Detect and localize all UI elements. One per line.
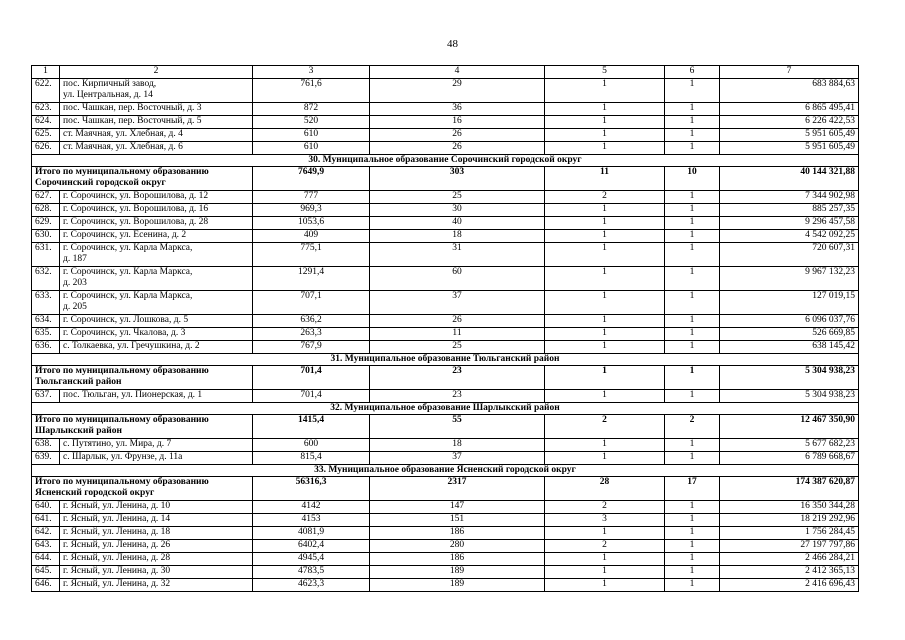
row-number: 632. bbox=[32, 267, 60, 291]
address: с. Толкаевка, ул. Гречушкина, д. 2 bbox=[60, 341, 253, 354]
address: г. Ясный, ул. Ленина, д. 30 bbox=[60, 566, 253, 579]
total-label: Итого по муниципальному образованию Шарлыкский район bbox=[32, 415, 253, 439]
area-value: 600 bbox=[253, 439, 370, 452]
row-number: 629. bbox=[32, 217, 60, 230]
table-row bbox=[32, 129, 859, 142]
count-value: 1 bbox=[665, 116, 720, 129]
address: г. Ясный, ул. Ленина, д. 10 bbox=[60, 501, 253, 514]
row-number: 634. bbox=[32, 315, 60, 328]
cost-value: 16 350 344,28 bbox=[720, 501, 859, 514]
area-value: 707,1 bbox=[253, 291, 370, 315]
count-value: 1 bbox=[545, 217, 665, 230]
cost-value: 526 669,85 bbox=[720, 328, 859, 341]
cost-value: 6 789 668,67 bbox=[720, 452, 859, 465]
section-heading-row bbox=[32, 354, 859, 366]
cost-value: 1 756 284,45 bbox=[720, 527, 859, 540]
residents-value: 31 bbox=[370, 243, 545, 267]
cost-value: 27 197 797,86 bbox=[720, 540, 859, 553]
residents-value: 147 bbox=[370, 501, 545, 514]
count-value: 1 bbox=[665, 439, 720, 452]
cost-value: 2 466 284,21 bbox=[720, 553, 859, 566]
column-number-row bbox=[32, 66, 859, 79]
count-value: 2 bbox=[545, 540, 665, 553]
page-number: 48 bbox=[447, 38, 458, 50]
row-number: 626. bbox=[32, 142, 60, 155]
count-value: 1 bbox=[665, 191, 720, 204]
table-row bbox=[32, 230, 859, 243]
residents-value: 40 bbox=[370, 217, 545, 230]
total-value: 5 304 938,23 bbox=[720, 366, 859, 390]
cost-value: 5 677 682,23 bbox=[720, 439, 859, 452]
count-value: 1 bbox=[545, 230, 665, 243]
row-number: 633. bbox=[32, 291, 60, 315]
area-value: 1291,4 bbox=[253, 267, 370, 291]
count-value: 1 bbox=[545, 116, 665, 129]
cost-value: 5 304 938,23 bbox=[720, 390, 859, 403]
total-label: Итого по муниципальному образованию Ясненский городской округ bbox=[32, 477, 253, 501]
section-heading-row bbox=[32, 155, 859, 167]
count-value: 1 bbox=[665, 204, 720, 217]
residents-value: 280 bbox=[370, 540, 545, 553]
count-value: 1 bbox=[665, 566, 720, 579]
count-value: 1 bbox=[545, 527, 665, 540]
cost-value: 5 951 605,49 bbox=[720, 129, 859, 142]
area-value: 409 bbox=[253, 230, 370, 243]
count-value: 1 bbox=[545, 452, 665, 465]
count-value: 3 bbox=[545, 514, 665, 527]
total-value: 1415,4 bbox=[253, 415, 370, 439]
total-value: 7649,9 bbox=[253, 167, 370, 191]
row-number: 646. bbox=[32, 579, 60, 592]
residents-value: 25 bbox=[370, 341, 545, 354]
count-value: 1 bbox=[665, 540, 720, 553]
cost-value: 5 951 605,49 bbox=[720, 142, 859, 155]
total-value: 12 467 350,90 bbox=[720, 415, 859, 439]
address: г. Ясный, ул. Ленина, д. 18 bbox=[60, 527, 253, 540]
table-row bbox=[32, 267, 859, 291]
count-value: 1 bbox=[665, 579, 720, 592]
section-title: 30. Муниципальное образование Сорочинский городской округ bbox=[32, 155, 859, 167]
section-heading-row bbox=[32, 403, 859, 415]
residents-value: 26 bbox=[370, 315, 545, 328]
cost-value: 720 607,31 bbox=[720, 243, 859, 267]
count-value: 1 bbox=[665, 553, 720, 566]
row-number: 641. bbox=[32, 514, 60, 527]
residents-value: 26 bbox=[370, 129, 545, 142]
residents-value: 18 bbox=[370, 230, 545, 243]
row-number: 640. bbox=[32, 501, 60, 514]
cost-value: 9 296 457,58 bbox=[720, 217, 859, 230]
column-number: 7 bbox=[720, 66, 859, 79]
count-value: 1 bbox=[545, 79, 665, 103]
area-value: 761,6 bbox=[253, 79, 370, 103]
address: г. Сорочинск, ул. Карла Маркса, д. 203 bbox=[60, 267, 253, 291]
total-value: 55 bbox=[370, 415, 545, 439]
residents-value: 189 bbox=[370, 579, 545, 592]
table-row bbox=[32, 328, 859, 341]
cost-value: 2 412 365,13 bbox=[720, 566, 859, 579]
table-row bbox=[32, 501, 859, 514]
total-value: 28 bbox=[545, 477, 665, 501]
total-value: 56316,3 bbox=[253, 477, 370, 501]
address: пос. Чашкан, пер. Восточный, д. 3 bbox=[60, 103, 253, 116]
count-value: 1 bbox=[665, 79, 720, 103]
count-value: 1 bbox=[665, 452, 720, 465]
total-value: 23 bbox=[370, 366, 545, 390]
residents-value: 18 bbox=[370, 439, 545, 452]
column-number: 3 bbox=[253, 66, 370, 79]
count-value: 1 bbox=[665, 142, 720, 155]
table-row bbox=[32, 291, 859, 315]
count-value: 1 bbox=[545, 328, 665, 341]
count-value: 1 bbox=[665, 103, 720, 116]
row-number: 627. bbox=[32, 191, 60, 204]
address: пос. Чашкан, пер. Восточный, д. 5 bbox=[60, 116, 253, 129]
address: г. Сорочинск, ул. Чкалова, д. 3 bbox=[60, 328, 253, 341]
total-value: 10 bbox=[665, 167, 720, 191]
area-value: 701,4 bbox=[253, 390, 370, 403]
residents-value: 151 bbox=[370, 514, 545, 527]
row-number: 645. bbox=[32, 566, 60, 579]
address: с. Шарлык, ул. Фрунзе, д. 11а bbox=[60, 452, 253, 465]
count-value: 2 bbox=[545, 501, 665, 514]
total-row bbox=[32, 477, 859, 501]
total-value: 40 144 321,88 bbox=[720, 167, 859, 191]
table-row bbox=[32, 514, 859, 527]
total-value: 303 bbox=[370, 167, 545, 191]
total-value: 2317 bbox=[370, 477, 545, 501]
address: с. Путятино, ул. Мира, д. 7 bbox=[60, 439, 253, 452]
area-value: 636,2 bbox=[253, 315, 370, 328]
cost-value: 18 219 292,96 bbox=[720, 514, 859, 527]
count-value: 1 bbox=[665, 291, 720, 315]
area-value: 815,4 bbox=[253, 452, 370, 465]
cost-value: 2 416 696,43 bbox=[720, 579, 859, 592]
cost-value: 4 542 092,25 bbox=[720, 230, 859, 243]
row-number: 638. bbox=[32, 439, 60, 452]
column-number: 6 bbox=[665, 66, 720, 79]
total-value: 17 bbox=[665, 477, 720, 501]
address: г. Сорочинск, ул. Ворошилова, д. 12 bbox=[60, 191, 253, 204]
address: пос. Тюльган, ул. Пионерская, д. 1 bbox=[60, 390, 253, 403]
row-number: 625. bbox=[32, 129, 60, 142]
residents-value: 36 bbox=[370, 103, 545, 116]
count-value: 1 bbox=[545, 553, 665, 566]
table-row bbox=[32, 204, 859, 217]
total-label: Итого по муниципальному образованию Тюльганский район bbox=[32, 366, 253, 390]
address: ст. Маячная, ул. Хлебная, д. 6 bbox=[60, 142, 253, 155]
count-value: 1 bbox=[665, 341, 720, 354]
count-value: 1 bbox=[545, 439, 665, 452]
column-number: 5 bbox=[545, 66, 665, 79]
area-value: 1053,6 bbox=[253, 217, 370, 230]
area-value: 969,3 bbox=[253, 204, 370, 217]
address: г. Сорочинск, ул. Карла Маркса, д. 187 bbox=[60, 243, 253, 267]
residents-value: 11 bbox=[370, 328, 545, 341]
residents-value: 37 bbox=[370, 452, 545, 465]
row-number: 642. bbox=[32, 527, 60, 540]
table-row bbox=[32, 79, 859, 103]
residents-value: 189 bbox=[370, 566, 545, 579]
table-row bbox=[32, 390, 859, 403]
address: г. Сорочинск, ул. Карла Маркса, д. 205 bbox=[60, 291, 253, 315]
section-title: 32. Муниципальное образование Шарлыкский район bbox=[32, 403, 859, 415]
row-number: 643. bbox=[32, 540, 60, 553]
area-value: 767,9 bbox=[253, 341, 370, 354]
column-number: 2 bbox=[60, 66, 253, 79]
cost-value: 683 884,63 bbox=[720, 79, 859, 103]
total-value: 701,4 bbox=[253, 366, 370, 390]
area-value: 4081,9 bbox=[253, 527, 370, 540]
address: г. Ясный, ул. Ленина, д. 26 bbox=[60, 540, 253, 553]
row-number: 636. bbox=[32, 341, 60, 354]
address: г. Сорочинск, ул. Ворошилова, д. 16 bbox=[60, 204, 253, 217]
address: ст. Маячная, ул. Хлебная, д. 4 bbox=[60, 129, 253, 142]
residents-value: 29 bbox=[370, 79, 545, 103]
section-title: 31. Муниципальное образование Тюльганский район bbox=[32, 354, 859, 366]
table-row bbox=[32, 579, 859, 592]
area-value: 4142 bbox=[253, 501, 370, 514]
cost-value: 6 865 495,41 bbox=[720, 103, 859, 116]
total-label: Итого по муниципальному образованию Сорочинский городской округ bbox=[32, 167, 253, 191]
cost-value: 6 226 422,53 bbox=[720, 116, 859, 129]
table-row bbox=[32, 527, 859, 540]
row-number: 635. bbox=[32, 328, 60, 341]
row-number: 624. bbox=[32, 116, 60, 129]
table-row bbox=[32, 142, 859, 155]
row-number: 644. bbox=[32, 553, 60, 566]
count-value: 1 bbox=[545, 566, 665, 579]
table-row bbox=[32, 191, 859, 204]
total-value: 1 bbox=[545, 366, 665, 390]
total-row bbox=[32, 415, 859, 439]
row-number: 631. bbox=[32, 243, 60, 267]
address: пос. Кирпичный завод, ул. Центральная, д. 14 bbox=[60, 79, 253, 103]
table-row bbox=[32, 315, 859, 328]
residents-value: 30 bbox=[370, 204, 545, 217]
count-value: 1 bbox=[545, 579, 665, 592]
register-table bbox=[31, 65, 859, 592]
count-value: 1 bbox=[665, 315, 720, 328]
address: г. Сорочинск, ул. Ворошилова, д. 28 bbox=[60, 217, 253, 230]
count-value: 1 bbox=[545, 243, 665, 267]
residents-value: 26 bbox=[370, 142, 545, 155]
count-value: 1 bbox=[545, 291, 665, 315]
table-row bbox=[32, 103, 859, 116]
area-value: 6402,4 bbox=[253, 540, 370, 553]
count-value: 1 bbox=[665, 230, 720, 243]
area-value: 263,3 bbox=[253, 328, 370, 341]
count-value: 1 bbox=[545, 142, 665, 155]
residents-value: 186 bbox=[370, 527, 545, 540]
row-number: 630. bbox=[32, 230, 60, 243]
residents-value: 186 bbox=[370, 553, 545, 566]
residents-value: 16 bbox=[370, 116, 545, 129]
count-value: 1 bbox=[545, 129, 665, 142]
table-row bbox=[32, 452, 859, 465]
address: г. Сорочинск, ул. Лошкова, д. 5 bbox=[60, 315, 253, 328]
count-value: 1 bbox=[665, 267, 720, 291]
cost-value: 6 096 037,76 bbox=[720, 315, 859, 328]
column-number: 4 bbox=[370, 66, 545, 79]
count-value: 1 bbox=[665, 243, 720, 267]
cost-value: 885 257,35 bbox=[720, 204, 859, 217]
area-value: 4945,4 bbox=[253, 553, 370, 566]
area-value: 777 bbox=[253, 191, 370, 204]
residents-value: 37 bbox=[370, 291, 545, 315]
section-title: 33. Муниципальное образование Ясненский городской округ bbox=[32, 465, 859, 477]
total-row bbox=[32, 167, 859, 191]
count-value: 1 bbox=[665, 527, 720, 540]
count-value: 1 bbox=[545, 267, 665, 291]
cost-value: 127 019,15 bbox=[720, 291, 859, 315]
count-value: 1 bbox=[545, 390, 665, 403]
total-value: 174 387 620,87 bbox=[720, 477, 859, 501]
count-value: 2 bbox=[545, 191, 665, 204]
address: г. Ясный, ул. Ленина, д. 28 bbox=[60, 553, 253, 566]
residents-value: 25 bbox=[370, 191, 545, 204]
total-value: 2 bbox=[545, 415, 665, 439]
total-row bbox=[32, 366, 859, 390]
address: г. Ясный, ул. Ленина, д. 32 bbox=[60, 579, 253, 592]
count-value: 1 bbox=[665, 217, 720, 230]
row-number: 622. bbox=[32, 79, 60, 103]
total-value: 1 bbox=[665, 366, 720, 390]
area-value: 872 bbox=[253, 103, 370, 116]
count-value: 1 bbox=[545, 204, 665, 217]
table-row bbox=[32, 540, 859, 553]
cost-value: 9 967 132,23 bbox=[720, 267, 859, 291]
table-row bbox=[32, 566, 859, 579]
count-value: 1 bbox=[545, 341, 665, 354]
address: г. Ясный, ул. Ленина, д. 14 bbox=[60, 514, 253, 527]
area-value: 4153 bbox=[253, 514, 370, 527]
cost-value: 638 145,42 bbox=[720, 341, 859, 354]
area-value: 4623,3 bbox=[253, 579, 370, 592]
section-heading-row bbox=[32, 465, 859, 477]
table-row bbox=[32, 116, 859, 129]
count-value: 1 bbox=[665, 328, 720, 341]
total-value: 2 bbox=[665, 415, 720, 439]
row-number: 639. bbox=[32, 452, 60, 465]
area-value: 775,1 bbox=[253, 243, 370, 267]
column-number: 1 bbox=[32, 66, 60, 79]
count-value: 1 bbox=[545, 315, 665, 328]
count-value: 1 bbox=[665, 501, 720, 514]
row-number: 637. bbox=[32, 390, 60, 403]
row-number: 623. bbox=[32, 103, 60, 116]
residents-value: 23 bbox=[370, 390, 545, 403]
area-value: 520 bbox=[253, 116, 370, 129]
count-value: 1 bbox=[665, 514, 720, 527]
table-row bbox=[32, 217, 859, 230]
area-value: 610 bbox=[253, 129, 370, 142]
cost-value: 7 344 902,98 bbox=[720, 191, 859, 204]
area-value: 4783,5 bbox=[253, 566, 370, 579]
row-number: 628. bbox=[32, 204, 60, 217]
total-value: 11 bbox=[545, 167, 665, 191]
table-row bbox=[32, 439, 859, 452]
residents-value: 60 bbox=[370, 267, 545, 291]
table-row bbox=[32, 243, 859, 267]
count-value: 1 bbox=[665, 390, 720, 403]
table-row bbox=[32, 341, 859, 354]
count-value: 1 bbox=[545, 103, 665, 116]
count-value: 1 bbox=[665, 129, 720, 142]
table-row bbox=[32, 553, 859, 566]
area-value: 610 bbox=[253, 142, 370, 155]
address: г. Сорочинск, ул. Есенина, д. 2 bbox=[60, 230, 253, 243]
